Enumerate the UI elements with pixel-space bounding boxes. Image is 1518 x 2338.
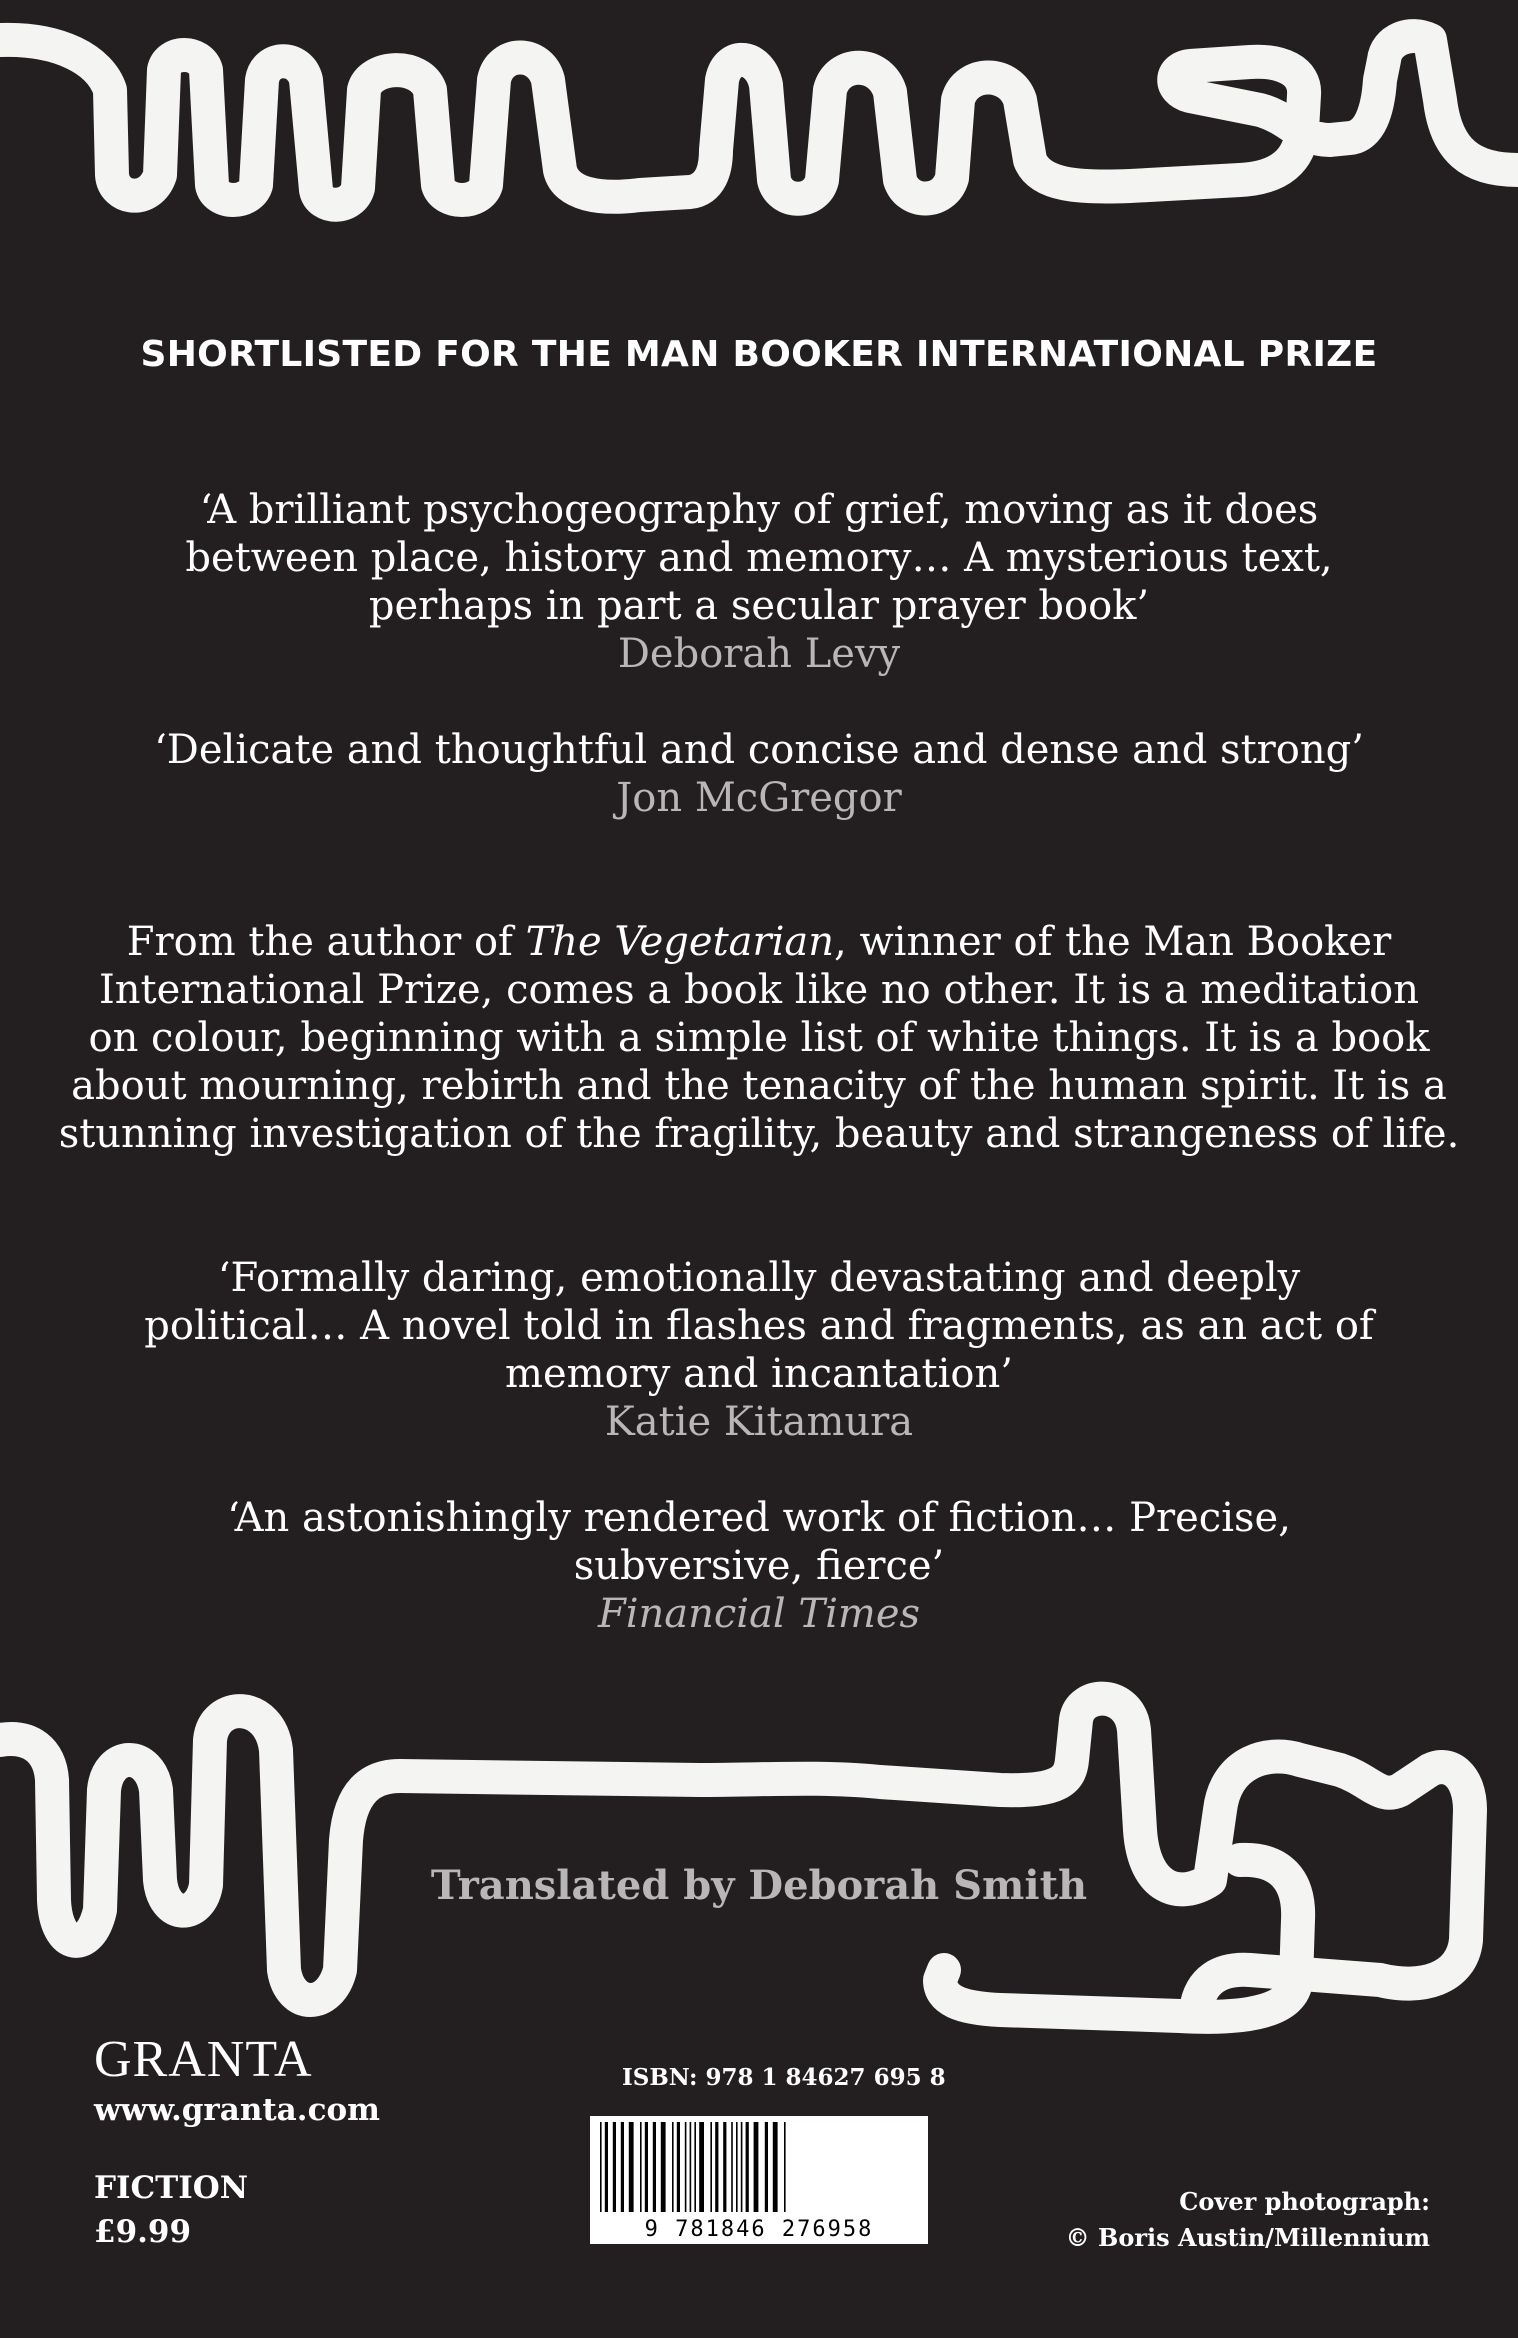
barcode-bar	[600, 2122, 602, 2212]
publisher-logo: GRANTA	[94, 2031, 313, 2088]
cover-credit-line1: Cover photograph:	[1179, 2187, 1430, 2216]
quote-mcgregor	[0, 726, 1518, 822]
barcode-bar	[661, 2122, 666, 2212]
quote-author: Financial Times	[597, 1591, 921, 1637]
top-squiggle-decoration	[0, 0, 1518, 260]
barcode-bar	[629, 2122, 634, 2212]
quote-line: subversive, fierce’	[573, 1543, 945, 1589]
barcode-bars	[590, 2116, 928, 2216]
barcode-bar	[685, 2122, 687, 2212]
barcode-bar	[736, 2122, 738, 2212]
barcode-bar	[677, 2122, 680, 2212]
blurb-line: on colour, beginning with a simple list of white things. It is a book	[88, 1015, 1430, 1061]
barcode-bar	[746, 2122, 749, 2212]
barcode-bar	[621, 2122, 624, 2212]
blurb-line: stunning investigation of the fragility, beauty and strangeness of life.	[58, 1111, 1460, 1157]
translator-credit: Translated by Deborah Smith	[430, 1862, 1088, 1909]
price-label: £9.99	[94, 2214, 192, 2250]
isbn-label: ISBN: 978 1 84627 695 8	[622, 2064, 946, 2091]
barcode-bar	[710, 2122, 712, 2212]
book-blurb	[0, 918, 1518, 1158]
barcode-bar	[731, 2122, 733, 2212]
quote-line: ‘An astonishingly rendered work of fiction… Precise,	[227, 1495, 1291, 1541]
barcode-bar	[605, 2122, 608, 2212]
quote-line: memory and incantation’	[505, 1351, 1013, 1397]
barcode-bar	[699, 2122, 704, 2212]
blurb-line: International Prize, comes a book like no other. It is a meditation	[98, 967, 1420, 1013]
barcode-bar	[690, 2122, 692, 2212]
quote-line: ‘A brilliant psychogeography of grief, moving as it does	[199, 487, 1319, 533]
barcode-bar	[613, 2122, 616, 2212]
quote-author: Katie Kitamura	[604, 1399, 914, 1445]
blurb-rest: , winner of the Man Booker	[834, 919, 1392, 965]
barcode-bar	[741, 2122, 743, 2212]
barcode-bar	[694, 2122, 696, 2212]
quote-ft	[0, 1494, 1518, 1638]
barcode-bar	[723, 2122, 726, 2212]
quote-line: perhaps in part a secular prayer book’	[368, 583, 1150, 629]
genre-label: FICTION	[94, 2170, 249, 2206]
barcode-bar	[754, 2122, 759, 2212]
quote-line: between place, history and memory… A mysterious text,	[185, 535, 1333, 581]
quote-line: ‘Delicate and thoughtful and concise and dense and strong’	[154, 727, 1364, 773]
blurb-line	[0, 918, 1518, 966]
cover-credit-line2: © Boris Austin/Millennium	[1065, 2223, 1430, 2252]
publisher-website[interactable]: www.granta.com	[94, 2092, 380, 2128]
barcode-bar	[773, 2122, 778, 2212]
blurb-title: The Vegetarian	[525, 919, 835, 965]
barcode-bar	[645, 2122, 648, 2212]
blurb-line: about mourning, rebirth and the tenacity of the human spirit. It is a	[71, 1063, 1447, 1109]
barcode-bar	[672, 2122, 674, 2212]
quote-levy	[0, 486, 1518, 678]
quote-author: Jon McGregor	[616, 775, 902, 821]
barcode-bar	[653, 2122, 656, 2212]
quote-line: political… A novel told in flashes and fragments, as an act of	[144, 1303, 1374, 1349]
barcode-bar	[640, 2122, 642, 2212]
barcode	[590, 2116, 928, 2244]
barcode-bar	[715, 2122, 718, 2212]
award-banner: SHORTLISTED FOR THE MAN BOOKER INTERNATIONAL PRIZE	[140, 334, 1378, 375]
blurb-prefix: From the author of	[126, 919, 526, 965]
barcode-digits: 9 781846 276958	[644, 2217, 874, 2242]
barcode-bar	[765, 2122, 768, 2212]
cover-credit	[1066, 2184, 1430, 2256]
quote-line: ‘Formally daring, emotionally devastating and deeply	[217, 1255, 1301, 1301]
quote-author: Deborah Levy	[617, 631, 901, 677]
barcode-bar	[784, 2122, 786, 2212]
quote-kitamura	[0, 1254, 1518, 1446]
